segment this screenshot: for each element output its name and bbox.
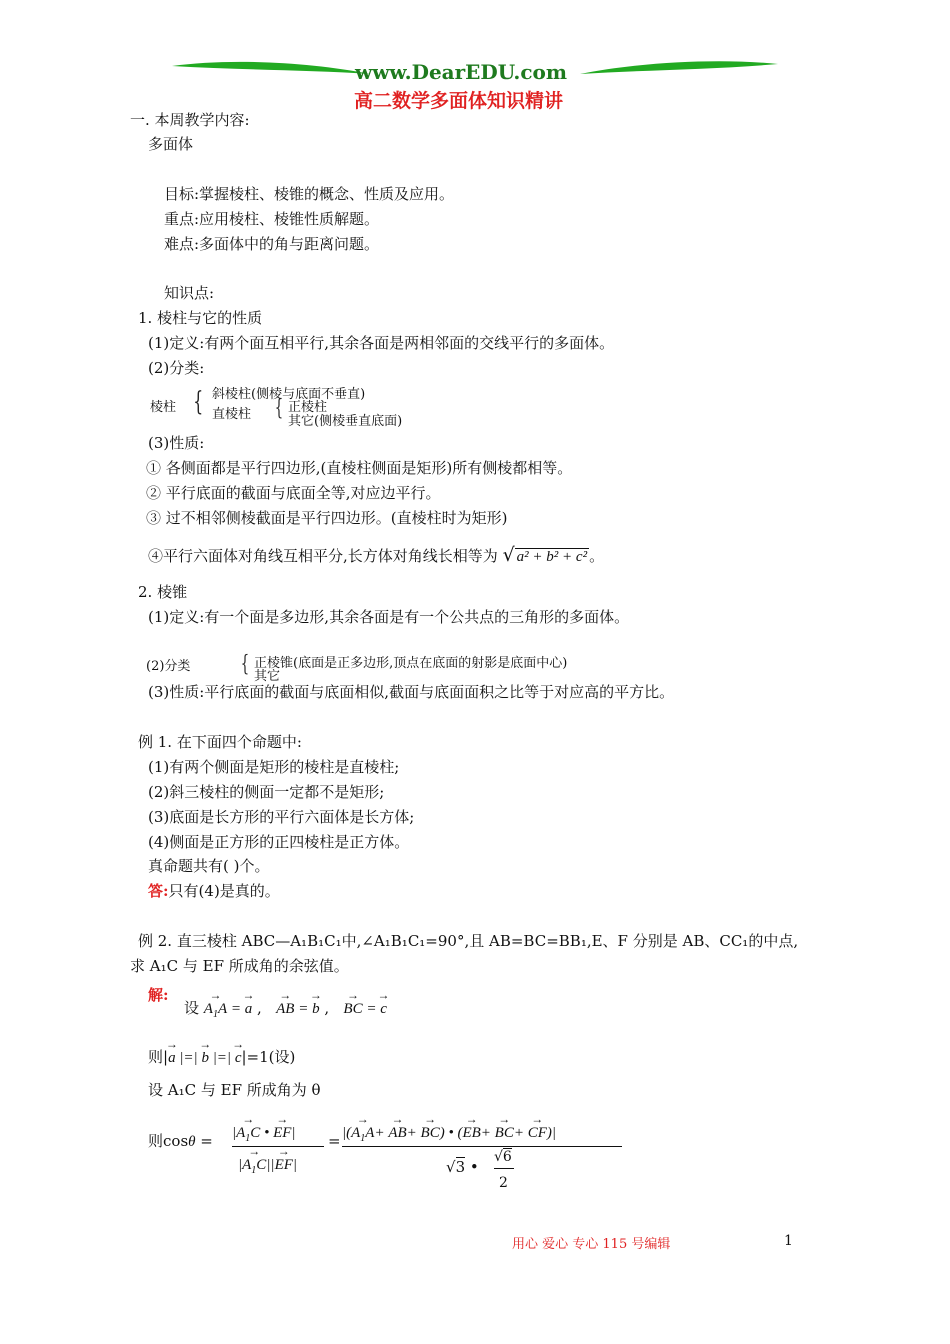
prism-tree-oblique: 斜棱柱(侧棱与底面不垂直)	[212, 387, 366, 402]
pyramid-properties: (3)性质:平行底面的截面与底面相似,截面与底面面积之比等于对应高的平方比。	[148, 683, 675, 701]
prism-tree-regular: 正棱柱	[288, 400, 328, 415]
sqrt-icon: √	[502, 544, 515, 566]
example1-heading: 例 1. 在下面四个命题中:	[138, 733, 302, 751]
pyramid-brace-icon: {	[240, 652, 250, 677]
prism-classification-label: (2)分类:	[148, 359, 205, 377]
unit-prefix: 则|	[148, 1048, 169, 1066]
answer-label: 答:	[148, 882, 169, 900]
example1-question: 真命题共有( )个。	[148, 857, 270, 875]
prism-property-4-end: 。	[589, 547, 605, 565]
denominator-two: 2	[499, 1175, 508, 1191]
unit-note: |=1(设)	[241, 1048, 296, 1066]
prism-tree-brace-icon: {	[193, 387, 204, 417]
knowledge-label: 知识点:	[164, 284, 215, 302]
example1-item: (1)有两个侧面是矩形的棱柱是直棱柱;	[148, 758, 400, 776]
example2-problem-line2: 求 A₁C 与 EF 所成角的余弦值。	[130, 957, 349, 975]
unit-vector-line: 则|→ a |=| → b |=| → c|=1(设)	[148, 1048, 295, 1067]
prism-tree-root: 棱柱	[150, 400, 177, 415]
sqrt6-value: 6	[502, 1149, 512, 1165]
prism-heading: 1. 棱柱与它的性质	[138, 309, 263, 327]
sqrt-icon: √	[446, 1158, 456, 1176]
example1-item: (4)侧面是正方形的正四棱柱是正方体。	[148, 833, 410, 851]
pyramid-other: 其它	[254, 669, 281, 684]
right-leaf-swoosh	[580, 61, 778, 74]
example1-item: (3)底面是长方形的平行六面体是长方体;	[148, 808, 415, 826]
difficulty-text: 难点:多面体中的角与距离问题。	[164, 235, 380, 253]
example1-answer	[148, 882, 280, 900]
prism-definition: (1)定义:有两个面互相平行,其余各面是两相邻面的交线平行的多面体。	[148, 334, 615, 352]
solution-label: 解:	[148, 986, 169, 1004]
set-label: 设	[184, 999, 200, 1017]
prism-property-1: ① 各侧面都是平行四边形,(直棱柱侧面是矩形)所有侧棱都相等。	[146, 459, 573, 477]
page-title: 高二数学多面体知识精讲	[354, 90, 564, 112]
prism-subtree-brace-icon: {	[274, 396, 284, 421]
example1-item: (2)斜三棱柱的侧面一定都不是矩形;	[148, 783, 385, 801]
prism-properties-label: (3)性质:	[148, 434, 205, 452]
cos-formula: 则cosθ = |→ $A_1C$ • → EF| |→ $A_1C||\to EF|$ = |(→ $A_1A+ \to AB+ \to BC$) • (→ EB+ → BC+ → CF)| √3 • √6 2	[148, 1128, 628, 1198]
vector-definitions: 设 → $A_1A$ = → a , → AB = → b , → BC = → c	[184, 999, 387, 1024]
prism-tree-other: 其它(侧棱垂直底面)	[288, 414, 403, 429]
prism-property-4	[148, 546, 604, 566]
prism-property-4-text: ④平行六面体对角线互相平分,长方体对角线长相等为	[148, 547, 498, 565]
footer-slogan: 用心 爱心 专心 115 号编辑	[512, 1237, 671, 1252]
example2-problem-line1: 例 2. 直三棱柱 ABC—A₁B₁C₁中,∠A₁B₁C₁=90°,且 AB=BC=BB₁,E、F 分别是 AB、CC₁的中点,	[138, 932, 799, 950]
cos-prefix: 则	[148, 1132, 164, 1150]
section-heading: 一. 本周教学内容:	[130, 111, 250, 129]
angle-line: 设 A₁C 与 EF 所成角为 θ	[148, 1081, 321, 1099]
pyramid-heading: 2. 棱锥	[138, 583, 188, 601]
focus-text: 重点:应用棱柱、棱锥性质解题。	[164, 210, 380, 228]
sqrt-icon: √	[494, 1149, 503, 1165]
goal-text: 目标:掌握棱柱、棱锥的概念、性质及应用。	[164, 185, 455, 203]
prism-tree-right: 直棱柱	[212, 407, 252, 422]
prism-property-3: ③ 过不相邻侧棱截面是平行四边形。(直棱柱时为矩形)	[146, 509, 508, 527]
page-number: 1	[784, 1233, 793, 1249]
prism-property-2: ② 平行底面的截面与底面全等,对应边平行。	[146, 484, 441, 502]
pyramid-classification-label: (2)分类	[146, 659, 191, 674]
diagonal-formula: a² + b² + c²	[516, 549, 588, 565]
sqrt3-value: 3	[455, 1158, 466, 1176]
topic-text: 多面体	[148, 135, 194, 153]
left-leaf-swoosh	[172, 62, 370, 74]
answer-text: 只有(4)是真的。	[168, 882, 280, 900]
pyramid-definition: (1)定义:有一个面是多边形,其余各面是有一个公共点的三角形的多面体。	[148, 608, 630, 626]
pyramid-regular: 正棱锥(底面是正多边形,顶点在底面的射影是底面中心)	[254, 656, 568, 671]
site-logo-text: www.DearEDU.com	[355, 60, 568, 84]
